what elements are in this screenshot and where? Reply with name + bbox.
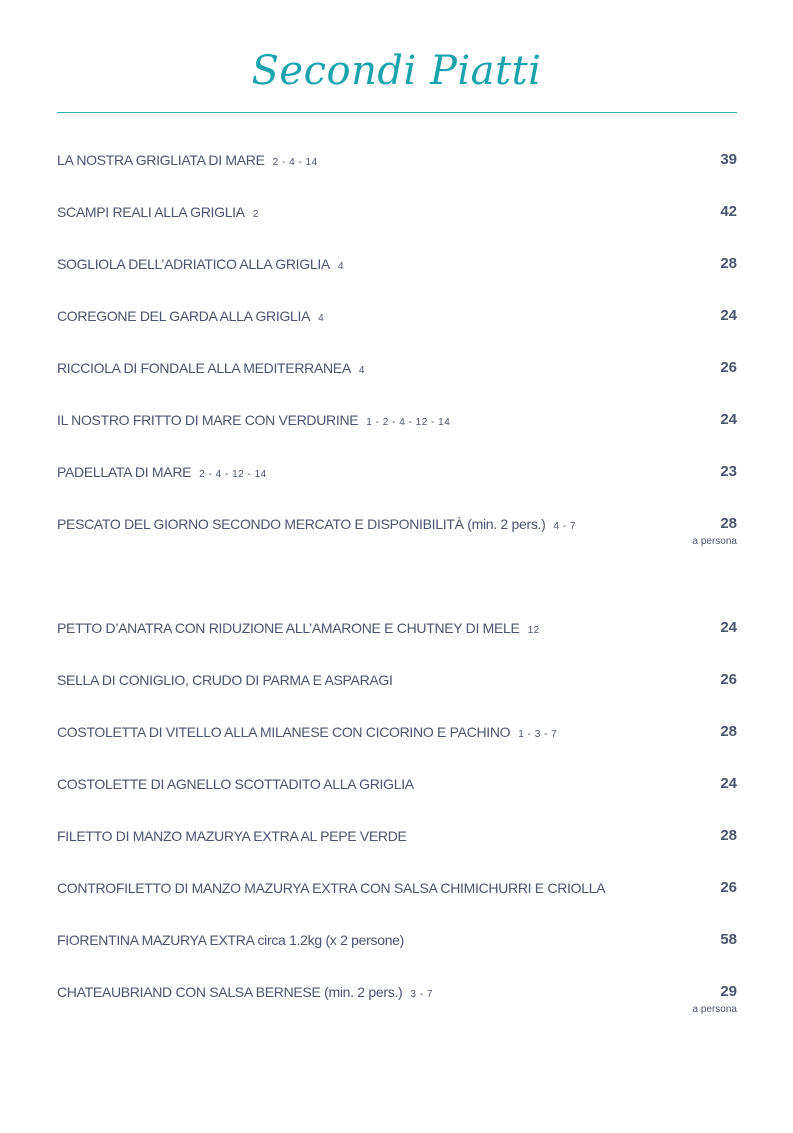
allergen-codes: 1 - 2 - 4 - 12 - 14 <box>366 417 451 428</box>
menu-item-price: 28 <box>720 723 737 740</box>
page-title: Secondi Piatti <box>251 48 542 94</box>
menu-item-price: 28 <box>720 827 737 844</box>
menu-item-price: 28 <box>720 255 737 272</box>
menu-item <box>57 306 737 326</box>
menu-item <box>57 930 737 950</box>
menu-item-name: PETTO D’ANATRA CON RIDUZIONE ALL’AMARONE E CHUTNEY DI MELE 12 <box>57 620 540 636</box>
menu-item-price: 28 <box>720 515 737 532</box>
menu-item-name: COREGONE DEL GARDA ALLA GRIGLIA 4 <box>57 308 325 324</box>
menu-item <box>57 618 737 638</box>
allergen-codes: 4 - 7 <box>553 521 577 532</box>
allergen-codes: 2 <box>252 209 259 220</box>
menu-item-name: PADELLATA DI MARE 2 - 4 - 12 - 14 <box>57 464 267 480</box>
menu-item <box>57 358 737 378</box>
menu-item-name: SOGLIOLA DELL’ADRIATICO ALLA GRIGLIA 4 <box>57 256 345 272</box>
menu-item <box>57 462 737 482</box>
menu-item-price: 24 <box>720 619 737 636</box>
allergen-codes: 2 - 4 - 12 - 14 <box>199 469 267 480</box>
menu-item-name: CHATEAUBRIAND CON SALSA BERNESE (min. 2 pers.) 3 - 7 <box>57 984 433 1000</box>
menu-item-price: 42 <box>720 203 737 220</box>
menu-item-name: SELLA DI CONIGLIO, CRUDO DI PARMA E ASPARAGI <box>57 672 393 688</box>
menu-item-name: IL NOSTRO FRITTO DI MARE CON VERDURINE 1 - 2 - 4 - 12 - 14 <box>57 412 451 428</box>
menu-item-price: 39 <box>720 151 737 168</box>
menu-item-name: SCAMPI REALI ALLA GRIGLIA 2 <box>57 204 259 220</box>
menu-item <box>57 722 737 742</box>
allergen-codes: 1 - 3 - 7 <box>518 729 558 740</box>
title-divider <box>57 112 737 113</box>
allergen-codes: 4 <box>318 313 325 324</box>
menu-item-price: 58 <box>720 931 737 948</box>
menu-item <box>57 410 737 430</box>
menu-item-name: COSTOLETTE DI AGNELLO SCOTTADITO ALLA GRIGLIA <box>57 776 414 792</box>
menu-item <box>57 878 737 898</box>
menu-item-price: 24 <box>720 307 737 324</box>
menu-item-name: COSTOLETTA DI VITELLO ALLA MILANESE CON CICORINO E PACHINO 1 - 3 - 7 <box>57 724 558 740</box>
menu-item-price: 26 <box>720 879 737 896</box>
menu-item-name: FIORENTINA MAZURYA EXTRA circa 1.2kg (x 2 persone) <box>57 932 405 948</box>
menu-item-price: 24 <box>720 411 737 428</box>
menu-item <box>57 774 737 794</box>
menu-item-price: 26 <box>720 671 737 688</box>
menu-item-name: FILETTO DI MANZO MAZURYA EXTRA AL PEPE VERDE <box>57 828 407 844</box>
allergen-codes: 4 <box>337 261 345 272</box>
menu-item-name: CONTROFILETTO DI MANZO MAZURYA EXTRA CON SALSA CHIMICHURRI E CRIOLLA <box>57 880 606 896</box>
menu-item <box>57 254 737 274</box>
menu-item-name: RICCIOLA DI FONDALE ALLA MEDITERRANEA 4 <box>57 360 365 376</box>
menu-item-price: 24 <box>720 775 737 792</box>
menu-item-name: LA NOSTRA GRIGLIATA DI MARE 2 - 4 - 14 <box>57 152 318 168</box>
menu-item <box>57 150 737 170</box>
menu-item <box>57 670 737 690</box>
allergen-codes: 12 <box>527 625 540 636</box>
allergen-codes: 2 - 4 - 14 <box>272 157 318 168</box>
menu-item-name: PESCATO DEL GIORNO SECONDO MERCATO E DISPONIBILITÀ (min. 2 pers.) 4 - 7 <box>57 516 577 532</box>
price-note: a persona <box>692 536 737 547</box>
allergen-codes: 3 - 7 <box>410 989 433 1000</box>
menu-item-price: 26 <box>720 359 737 376</box>
menu-item <box>57 514 737 547</box>
menu-item-price: 29 <box>720 983 737 1000</box>
menu-item-price: 23 <box>720 463 737 480</box>
price-note: a persona <box>692 1004 737 1015</box>
menu-item <box>57 826 737 846</box>
menu-item <box>57 202 737 222</box>
menu-item <box>57 982 737 1015</box>
allergen-codes: 4 <box>358 365 365 376</box>
